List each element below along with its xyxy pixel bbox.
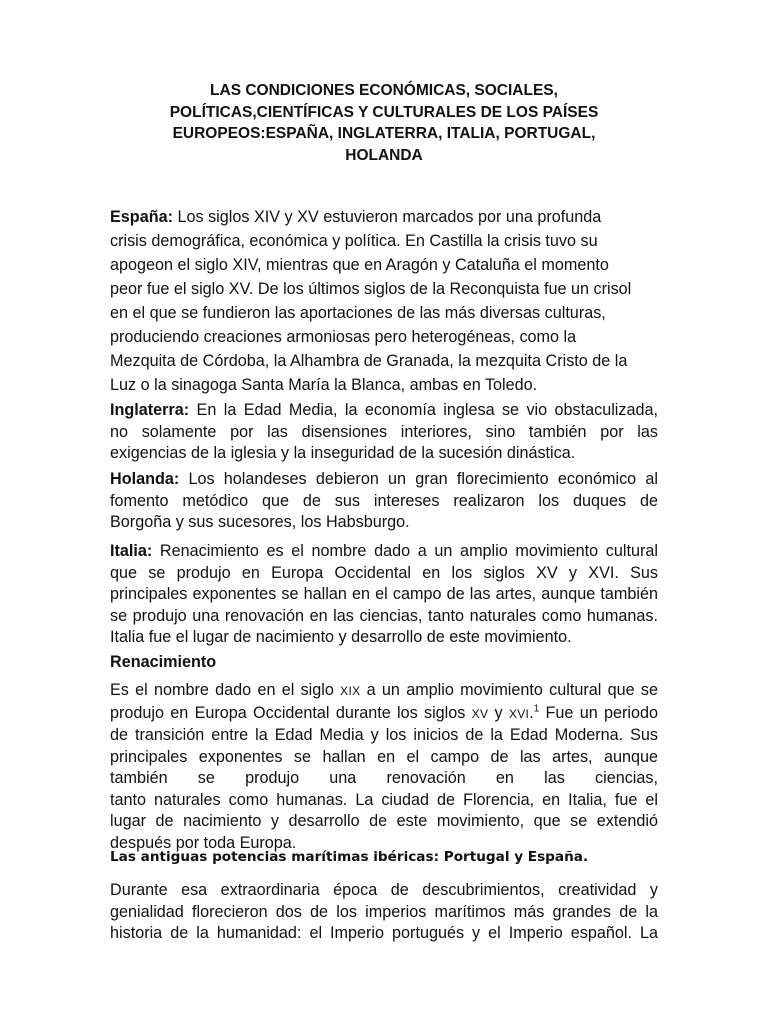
paragraph-italia <box>110 541 658 649</box>
text-fragment: Fue un periodo <box>539 703 658 722</box>
label-espana: España: <box>110 208 173 226</box>
small-caps-numeral: XV <box>471 706 489 721</box>
text-fragment: y <box>488 703 509 722</box>
text-line: principales exponentes se hallan en el campo de las artes, aunque <box>110 747 658 766</box>
title-line: POLÍTICAS,CIENTÍFICAS Y CULTURALES DE LOS PAÍSES <box>169 103 599 121</box>
text-line: Durante esa extraordinaria época de descubrimientos, creatividad y <box>110 881 658 899</box>
small-caps-numeral: XIX <box>340 684 361 698</box>
paragraph-potencias <box>110 880 658 945</box>
text-line: Los holandeses debieron un gran florecimiento económico al <box>179 470 658 488</box>
text-line: En la Edad Media, la economía inglesa se vio obstaculizada, <box>189 401 658 419</box>
text-line: Luz o la sinagoga Santa María la Blanca, ambas en Toledo. <box>110 376 538 394</box>
text-line: que se produjo en Europa Occidental en los siglos XV y XVI. Sus <box>110 563 658 582</box>
title-line: HOLANDA <box>345 146 423 164</box>
text-line: lugar de nacimiento y desarrollo de este movimiento, que se extendió <box>110 812 658 830</box>
text-line: se produjo una renovación en las ciencias, tanto naturales como humanas. <box>110 606 658 625</box>
paragraph-inglaterra <box>110 400 658 465</box>
text-line: de transición entre la Edad Media y los inicios de la Edad Moderna. Sus <box>110 726 658 744</box>
text-fragment: . <box>529 703 534 722</box>
title-line: EUROPEOS:ESPAÑA, INGLATERRA, ITALIA, PORTUGAL, <box>172 125 596 142</box>
text-line: apogeon el siglo XIV, mientras que en Aragón y Cataluña el momento <box>110 256 609 274</box>
text-line: Italia fue el lugar de nacimiento y desarrollo de este movimiento. <box>110 628 572 646</box>
heading-renacimiento: Renacimiento <box>110 653 217 671</box>
text-fragment: a un amplio movimiento cultural que se <box>360 681 658 699</box>
text-line: historia de la humanidad: el Imperio portugués y el Imperio español. La <box>110 924 658 942</box>
text-line: Borgoña y sus sucesores, los Habsburgo. <box>110 513 410 531</box>
text-line: peor fue el siglo XV. De los últimos siglos de la Reconquista fue un crisol <box>110 280 632 298</box>
heading-potencias-maritimas: Las antiguas potencias marítimas ibéricas: Portugal y España. <box>110 849 589 865</box>
text-line: genialidad florecieron dos de los imperios marítimos más grandes de la <box>110 902 658 921</box>
label-inglaterra: Inglaterra: <box>110 401 190 419</box>
text-line: crisis demográfica, económica y política. En Castilla la crisis tuvo su <box>110 232 598 250</box>
text-line: en el que se fundieron las aportaciones de las más diversas culturas, <box>110 304 606 322</box>
label-holanda: Holanda: <box>110 470 180 488</box>
text-line: también se produjo una renovación en las ciencias, <box>110 769 658 787</box>
paragraph-espana <box>110 205 658 397</box>
text-fragment: produjo en Europa Occidental durante los siglos <box>110 703 472 722</box>
text-line: Renacimiento es el nombre dado a un amplio movimiento cultural <box>152 542 658 560</box>
document-title <box>110 80 658 166</box>
small-caps-numeral: XVI <box>508 706 530 721</box>
text-line: fomento metódico que de sus intereses realizaron los duques de <box>110 491 658 510</box>
text-line: tanto naturales como humanas. La ciudad de Florencia, en Italia, fue el <box>110 790 658 809</box>
paragraph-holanda <box>110 469 658 534</box>
text-line: principales exponentes se hallan en el campo de las artes, aunque también <box>110 585 658 603</box>
footnote-marker[interactable]: 1 <box>533 703 540 715</box>
label-italia: Italia: <box>110 542 153 560</box>
text-line: después por toda Europa. <box>110 833 297 852</box>
text-line: no solamente por las disensiones interiores, sino también por las <box>110 422 658 441</box>
text-line: Los siglos XIV y XV estuvieron marcados por una profunda <box>172 208 602 226</box>
text-line: produciendo creaciones armoniosas pero heterogéneas, como la <box>110 328 577 346</box>
text-line: exigencias de la iglesia y la inseguridad de la sucesión dinástica. <box>110 444 576 462</box>
paragraph-renacimiento <box>110 680 658 854</box>
text-line: Mezquita de Córdoba, la Alhambra de Granada, la mezquita Cristo de la <box>110 352 628 370</box>
title-line: LAS CONDICIONES ECONÓMICAS, SOCIALES, <box>210 82 558 99</box>
text-fragment: Es el nombre dado en el siglo <box>110 681 341 699</box>
